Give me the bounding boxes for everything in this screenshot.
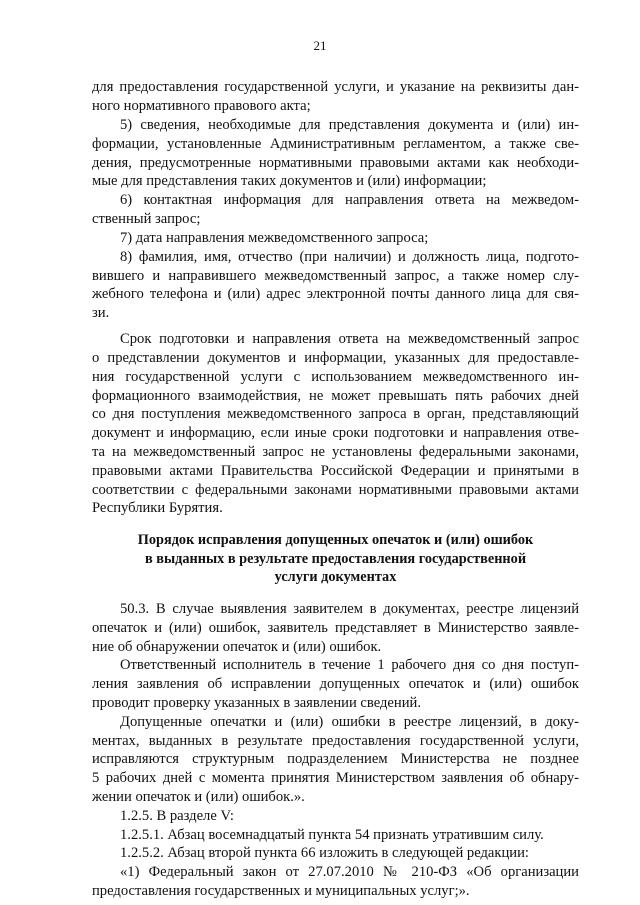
text-line: ственный запрос; bbox=[92, 211, 201, 227]
section-heading-line: Порядок исправления допущенных опечаток и (или) ошибок bbox=[137, 532, 534, 548]
text-line: 5 рабочих дней с момента принятия Министерством заявления об обнару- bbox=[92, 770, 579, 786]
text-line: о представлении документов и информации, указанных для предоставле- bbox=[92, 350, 579, 366]
section-heading-line: в выданных в результате предоставления государственной bbox=[144, 551, 527, 567]
text-line: Республики Бурятия. bbox=[92, 500, 223, 516]
text-line: 1.2.5. В разделе V: bbox=[120, 808, 234, 824]
text-line: жебного телефона и (или) адрес электронной почты данного лица для свя- bbox=[92, 286, 579, 302]
text-line: Ответственный исполнитель в течение 1 рабочего дня со дня поступ- bbox=[120, 657, 579, 673]
text-line: Срок подготовки и направления ответа на межведомственный запрос bbox=[120, 331, 579, 347]
text-line: исправляются структурным подразделением Министерства не позднее bbox=[92, 751, 579, 767]
text-line: ния государственной услуги с использованием межведомственного ин- bbox=[92, 369, 579, 385]
text-line: 8) фамилия, имя, отчество (при наличии) и должность лица, подгото- bbox=[120, 249, 579, 265]
text-line: формации, установленные Административным регламентом, а также све- bbox=[92, 136, 579, 152]
text-line: зи. bbox=[92, 305, 110, 321]
text-line: 1.2.5.1. Абзац восемнадцатый пункта 54 признать утратившим силу. bbox=[120, 827, 544, 843]
text-line: вившего и направившего межведомственный запрос, а также номер слу- bbox=[92, 268, 579, 284]
text-line: ние об обнаружении опечаток и (или) ошибок. bbox=[92, 639, 382, 655]
text-line: дения, предусмотренные нормативными правовыми актами как необходи- bbox=[92, 155, 579, 171]
text-line: предоставления государственных и муниципальных услуг;». bbox=[92, 883, 470, 899]
text-line: жении опечаток и (или) ошибок.». bbox=[92, 789, 305, 805]
text-line: опечаток и (или) ошибок, заявитель представляет в Министерство заявле- bbox=[92, 620, 579, 636]
text-line: 50.3. В случае выявления заявителем в документах, реестре лицензий bbox=[120, 601, 579, 617]
text-line: соответствии с федеральными законами нормативными правовыми актами bbox=[92, 482, 579, 498]
text-line: формационного взаимодействия, не может превышать пять рабочих дней bbox=[92, 388, 579, 404]
text-line: «1) Федеральный закон от 27.07.2010 № 210-ФЗ «Об организации bbox=[120, 864, 579, 880]
text-line: правовыми актами Правительства Российской Федерации и принятыми в bbox=[92, 463, 579, 479]
page-number: 21 bbox=[313, 38, 327, 53]
text-line: ления заявления об исправлении допущенных опечаток и (или) ошибок bbox=[92, 676, 579, 692]
text-line: Допущенные опечатки и (или) ошибки в реестре лицензий, в доку- bbox=[120, 714, 579, 730]
text-line: со дня поступления межведомственного запроса в орган, представляющий bbox=[92, 406, 579, 422]
text-line: 1.2.5.2. Абзац второй пункта 66 изложить в следующей редакции: bbox=[120, 845, 529, 861]
text-line: мые для представления таких документов и (или) информации; bbox=[92, 173, 487, 189]
section-heading-line: услуги документах bbox=[274, 569, 397, 585]
text-line: для предоставления государственной услуги, и указание на реквизиты дан- bbox=[92, 79, 579, 95]
text-line: 6) контактная информация для направления ответа на межведом- bbox=[120, 192, 579, 208]
text-line: ного нормативного правового акта; bbox=[92, 98, 311, 114]
text-line: документ и информацию, если иные сроки подготовки и направления отве- bbox=[92, 425, 579, 441]
text-line: проводит проверку указанных в заявлении сведений. bbox=[92, 695, 421, 711]
text-line: та на межведомственный запрос не установлены федеральными законами, bbox=[92, 444, 579, 460]
text-line: ментах, выданных в результате предоставления государственной услуги, bbox=[92, 733, 579, 749]
text-line: 7) дата направления межведомственного запроса; bbox=[120, 230, 429, 246]
text-line: 5) сведения, необходимые для представления документа и (или) ин- bbox=[120, 117, 579, 133]
